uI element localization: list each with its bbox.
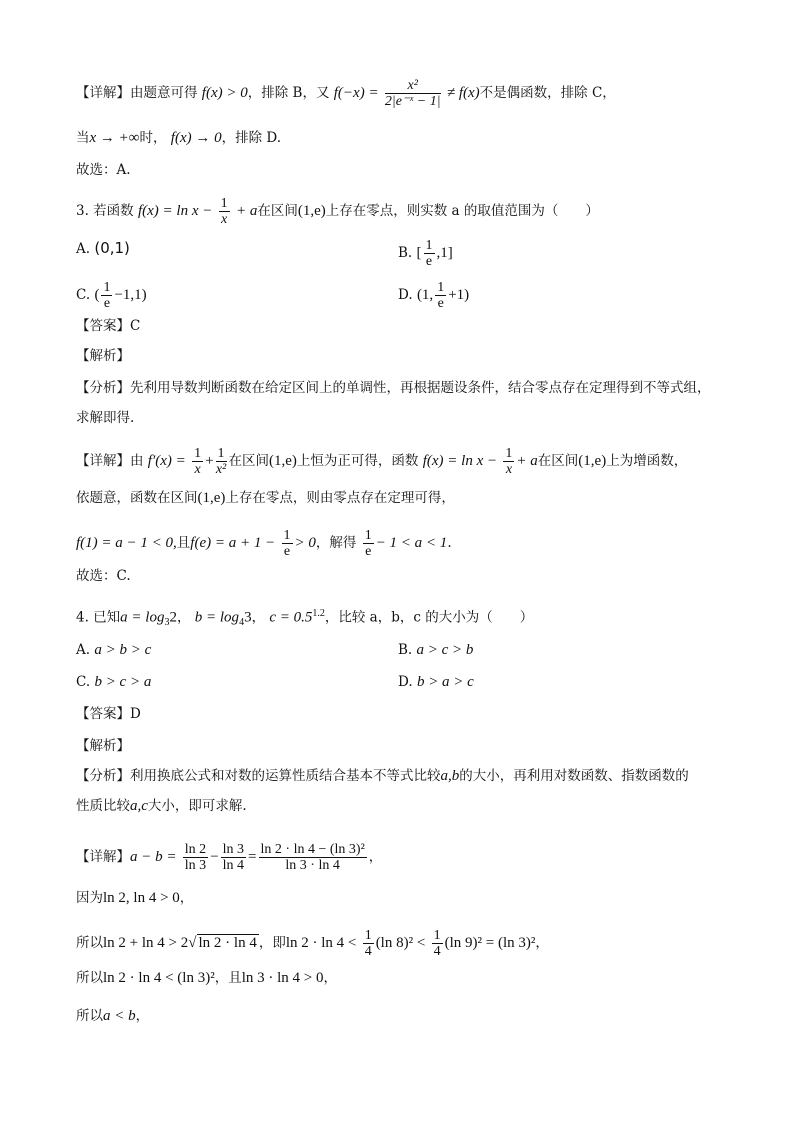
frac-den: 2|e⁻ˣ − 1| [384,94,441,109]
text: 上恒为正可得，函数 [296,453,419,469]
option-label: C. [76,674,91,690]
text: 由 [130,453,144,469]
text: ， [535,935,549,951]
fraction [221,842,246,873]
q3-option-d [398,280,469,311]
math: −1,1) [114,287,147,303]
q4-option-c [76,672,151,692]
math: f(−x) = [333,85,379,101]
answer-value: D [130,706,141,722]
q2-detail-line [76,78,616,109]
q3-option-b [398,238,453,269]
math: (1,e) [197,490,226,506]
frac-num: x² [385,78,441,94]
q4-detail-line2 [76,888,193,908]
fraction [192,446,203,477]
answer-tag: 【答案】 [76,706,130,722]
text: 依题意，函数在区间 [76,490,198,506]
math: = [248,849,257,865]
fraction [435,280,446,311]
math: − 1 < a < 1 [375,535,448,551]
fenxi-tag: 【分析】 [76,380,130,396]
log-arg: 2 [169,609,177,626]
q4-option-d [398,672,474,692]
text: ， [251,609,266,626]
frac-num: ln 2 · ln 4 − (ln 3)² [260,842,365,857]
sqrt-sign: √ [188,935,197,951]
q4-fenxi-line2 [76,796,247,816]
math: a = log [120,609,165,626]
frac-num: ln 2 [184,842,207,857]
detail-tag: 【详解】 [76,453,130,469]
text: 所以 [76,970,103,986]
frac-den: ln 4 [222,858,245,873]
math: a,b [440,768,460,784]
math: > 0 [294,535,316,551]
frac-num: 1 [364,528,372,543]
text: 上存在零点，则实数 a 的取值范围为（ ） [325,203,599,219]
fraction [385,78,441,109]
log-base: 4 [239,617,245,629]
math: f(x) = ln x − [422,453,498,469]
fraction [101,280,112,311]
frac-num: ln 3 [222,842,245,857]
q3-detail-line2 [76,488,455,508]
math: + a [516,453,538,469]
math: f(x) → 0 [170,130,222,146]
fraction [259,842,367,873]
text: 先利用导数判断函数在给定区间上的单调性，再根据题设条件，结合零点存在定理得到不等式组， [130,380,711,396]
text: 在区间 [228,453,270,469]
frac-den: 4 [364,944,372,959]
option-label: B. [398,642,413,658]
q4-detail-line5 [76,1006,149,1026]
option-value: b > a > c [416,674,474,690]
q4-answer [76,704,141,724]
text: ， [135,1008,150,1024]
math: (1,e) [269,453,297,469]
q4-detail-line1 [76,842,382,873]
math: (1,e) [297,203,326,219]
frac-den: e [283,544,291,559]
frac-den: x² [215,462,227,477]
text: 在区间 [537,453,579,469]
frac-den: ln 3 · ln 4 [285,858,340,873]
math: f(x) = ln x − [137,203,213,219]
q3-choice: 故选：C. [76,568,131,584]
detail-tag: 【详解】 [76,849,130,865]
math: [ [416,245,422,261]
fraction [363,928,374,959]
math: a < b [103,1008,136,1024]
math: − [210,849,219,865]
math: c = 0.5 [269,609,313,626]
option-value: (0,1) [94,239,130,257]
fraction [282,528,293,559]
option-value: a > c > b [416,642,474,658]
text: 且 [176,535,191,551]
frac-den: e [365,544,372,559]
option-label: D. [398,287,413,303]
text: 由题意可得 [130,85,198,101]
frac-num: 1 [194,446,202,461]
math: (1, [416,287,434,303]
option-label: A. [76,642,91,658]
math: ln 2, ln 4 > 0 [103,890,180,906]
q3-analysis-tag [76,346,130,366]
math: (1,e) [578,453,607,469]
question-number: 3. 若函数 [76,203,134,219]
exponent: 1.2 [312,608,325,619]
fraction [216,446,227,477]
fenxi-tag: 【分析】 [76,768,130,784]
text: 因为 [76,890,103,906]
detail-tag: 【详解】 [76,85,130,101]
math: + [205,453,214,469]
text: . [447,535,452,551]
math: f(x) > 0 [201,85,248,101]
text: 大小，即可求解. [147,798,247,814]
math: x → +∞ [89,130,140,146]
q4-detail-line4 [76,968,337,988]
q2-choice: 故选：A. [76,162,131,178]
sqrt-content: ln 2 · ln 4 [198,935,257,951]
text: ， [179,890,194,906]
log-arg: 3 [244,609,252,626]
frac-den: e [425,254,433,269]
fraction [432,928,443,959]
q3-fenxi [76,378,711,398]
text: ， [176,609,191,626]
math: ( [94,287,100,303]
fraction [424,238,435,269]
q4-analysis-tag [76,736,130,756]
option-label: A. [76,241,91,257]
math: f′(x) = [147,453,186,469]
log-base: 3 [164,617,170,629]
text: ， [323,970,337,986]
q3-stem [76,196,599,227]
fraction [363,528,374,559]
text: ，且 [214,970,242,986]
text: 在区间 [257,203,298,219]
frac-den: ln 3 [184,858,207,873]
q3-answer [76,316,140,336]
math: ≠ f(x) [446,85,480,101]
text: 性质比较 [76,798,130,814]
frac-num: 1 [505,446,513,461]
frac-num: 1 [437,280,445,295]
math: +1) [448,287,470,303]
q4-fenxi [76,766,689,786]
q4-option-a [76,640,151,660]
frac-den: 4 [433,944,441,959]
frac-num: 1 [283,528,291,543]
math: b = log [194,609,240,626]
text: 时， [139,130,167,146]
math: ln 3 · ln 4 > 0 [241,970,324,986]
frac-den: x [221,212,228,227]
text: ，排除 D. [221,130,282,146]
text: ，解得 [315,535,357,551]
q4-option-b [398,640,473,660]
q3-option-c [76,280,147,311]
option-label: B. [398,245,413,261]
math: f(1) = a − 1 < 0, [76,535,177,551]
frac-num: 1 [425,238,433,253]
frac-num: 1 [364,928,372,943]
math: (ln 8)² < [375,935,426,951]
option-label: D. [398,674,413,690]
answer-tag: 【答案】 [76,318,130,334]
math: ln 2 · ln 4 < [285,935,357,951]
frac-den: x [505,462,513,477]
text: ，即 [258,935,286,951]
text: 所以 [76,1008,103,1024]
math: ,1] [436,245,453,261]
math: (ln 9)² = (ln 3)² [444,935,536,951]
text: 利用换底公式和对数的运算性质结合基本不等式比较 [130,768,441,784]
frac-num: 1 [103,280,111,295]
math: a − b = [130,849,177,865]
text: ，排除 B，又 [247,85,330,101]
q3-fenxi-line2: 求解即得. [76,410,135,426]
text: 当 [76,130,90,146]
math: ln 2 · ln 4 < (ln 3)² [103,970,215,986]
text: 的大小，再利用对数函数、指数函数的 [459,768,689,784]
q3-detail-line1 [76,446,687,477]
math: f(e) = a + 1 − [190,535,276,551]
option-label: C. [76,287,91,303]
analysis-tag: 【解析】 [76,738,130,754]
text: 所以 [76,935,103,951]
q2-detail-line2 [76,128,281,148]
question-number: 4. 已知 [76,609,121,626]
answer-value: C [130,318,141,334]
math: ln 2 + ln 4 > 2 [103,935,189,951]
fraction [503,446,514,477]
option-value: a > b > c [94,642,152,658]
text: 上为增函数， [606,453,688,469]
frac-den: x [194,462,201,477]
text: 不是偶函数，排除 C， [479,85,616,101]
option-value: b > c > a [94,674,152,690]
frac-den: e [103,296,111,311]
text: 上存在零点，则由零点存在定理可得， [225,490,455,506]
fraction [219,196,230,227]
math: a,c [130,798,148,814]
frac-den: e [437,296,444,311]
q4-stem [76,604,533,633]
fraction [183,842,208,873]
q3-option-a [76,238,130,259]
frac-num: 1 [433,928,441,943]
analysis-tag: 【解析】 [76,348,130,364]
q4-detail-line3 [76,928,549,959]
frac-num: 1 [220,196,228,211]
text: ， [368,849,383,865]
math: + a [235,203,258,219]
q3-detail-line3 [76,528,452,559]
frac-num: 1 [217,446,225,461]
text: ，比较 a，b，c 的大小为（ ） [324,609,534,626]
